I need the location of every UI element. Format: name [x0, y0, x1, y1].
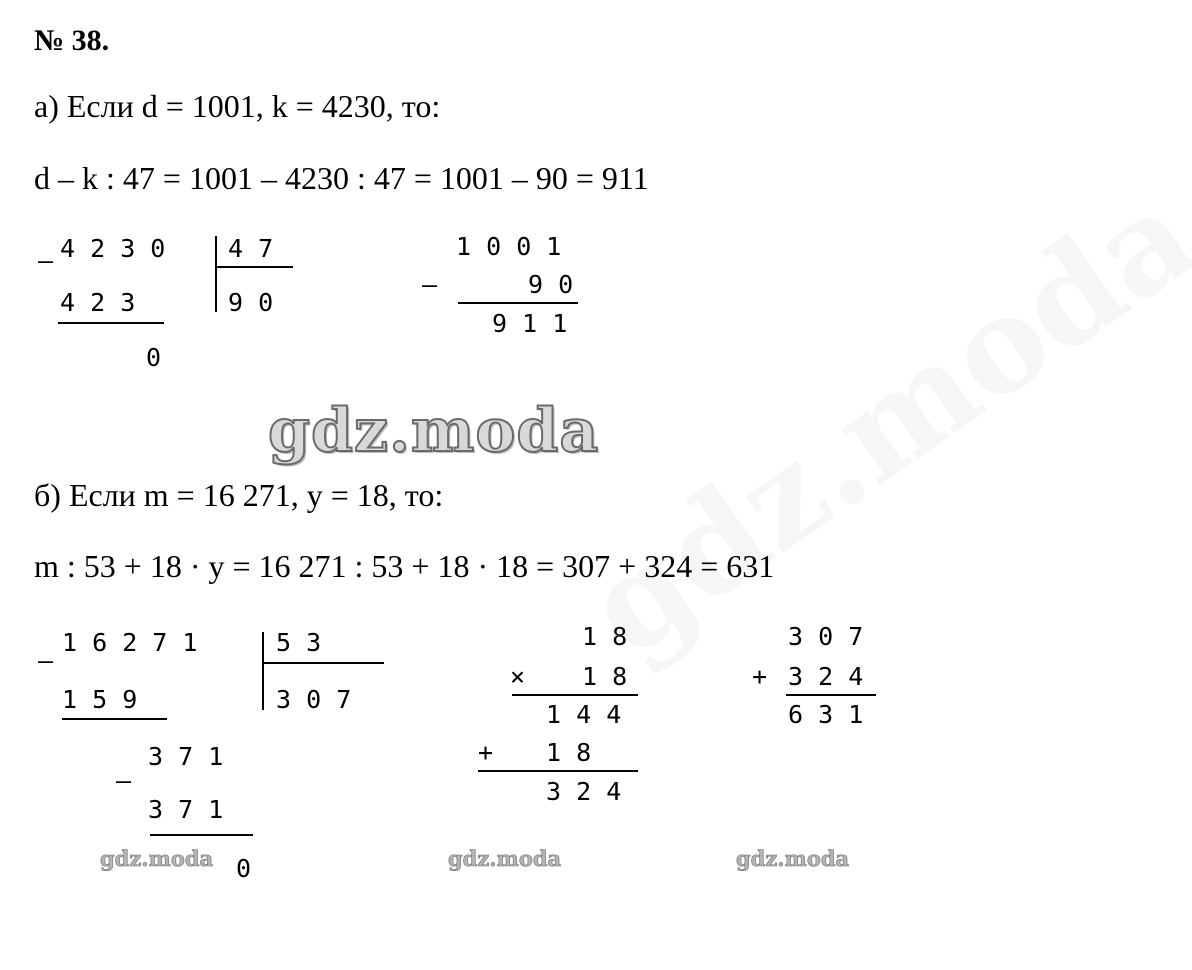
division-subtrahend: 4 2 3	[60, 288, 136, 317]
problem-number: № 38.	[34, 24, 110, 57]
part-b-condition: б) Если m = 16 271, y = 18, то:	[34, 477, 444, 513]
multiplication-partial-2: 1 8	[546, 738, 592, 767]
multiplication-sign: ×	[510, 662, 526, 691]
subtraction-minus-sign: –	[422, 270, 438, 299]
addition-plus-sign: +	[752, 662, 768, 691]
division-step-2: 3 7 1	[148, 742, 224, 771]
division-dividend: 4 2 3 0	[60, 234, 166, 263]
addition-line	[786, 694, 876, 696]
division-bracket-horizontal	[262, 662, 384, 664]
multiplication-line-2	[478, 770, 638, 772]
addition-addend-1: 3 0 7	[788, 622, 864, 651]
subtraction-minuend: 1 0 0 1	[456, 232, 562, 261]
division-minus-sign: –	[38, 646, 54, 675]
addition-result: 6 3 1	[788, 700, 864, 729]
division-remainder: 0	[146, 343, 162, 372]
division-underline	[58, 322, 164, 324]
diagonal-watermark	[560, 158, 1192, 685]
multiplication-factor-1: 1 8	[582, 622, 628, 651]
division-minus-sign: –	[38, 246, 54, 275]
addition-addend-2: 3 2 4	[788, 662, 864, 691]
division-underline-1	[62, 718, 167, 720]
multiplication-plus-sign: +	[478, 738, 494, 767]
division-divisor: 4 7	[228, 234, 274, 263]
division-divisor: 5 3	[276, 628, 322, 657]
part-a-expression: d – k : 47 = 1001 – 4230 : 47 = 1001 – 90 = 911	[34, 160, 649, 196]
division-bracket-vertical	[262, 632, 264, 710]
division-bracket-vertical	[215, 236, 217, 312]
division-step-3: 3 7 1	[148, 795, 224, 824]
division-minus-sign-2: –	[116, 766, 132, 795]
division-step-1: 1 5 9	[62, 685, 138, 714]
multiplication-partial-1: 1 4 4	[546, 700, 622, 729]
watermark-logo: gdz.moda	[268, 396, 600, 466]
subtraction-line	[458, 302, 578, 304]
division-quotient: 3 0 7	[276, 685, 352, 714]
watermark-bottom-1: gdz.moda	[100, 846, 214, 871]
subtraction-result: 9 1 1	[492, 309, 568, 338]
subtraction-subtrahend: 9 0	[528, 270, 574, 299]
watermark-bottom-3: gdz.moda	[736, 846, 850, 871]
part-b-expression: m : 53 + 18 · y = 16 271 : 53 + 18 · 18 = 307 + 324 = 631	[34, 548, 775, 584]
division-quotient: 9 0	[228, 288, 274, 317]
division-dividend: 1 6 2 7 1	[62, 628, 198, 657]
multiplication-factor-2: 1 8	[582, 662, 628, 691]
division-underline-2	[150, 834, 253, 836]
division-bracket-horizontal	[215, 266, 293, 268]
part-a-condition: а) Если d = 1001, k = 4230, то:	[34, 88, 441, 124]
division-remainder: 0	[236, 854, 252, 883]
watermark-bottom-2: gdz.moda	[448, 846, 562, 871]
multiplication-line-1	[512, 694, 638, 696]
multiplication-result: 3 2 4	[546, 777, 622, 806]
